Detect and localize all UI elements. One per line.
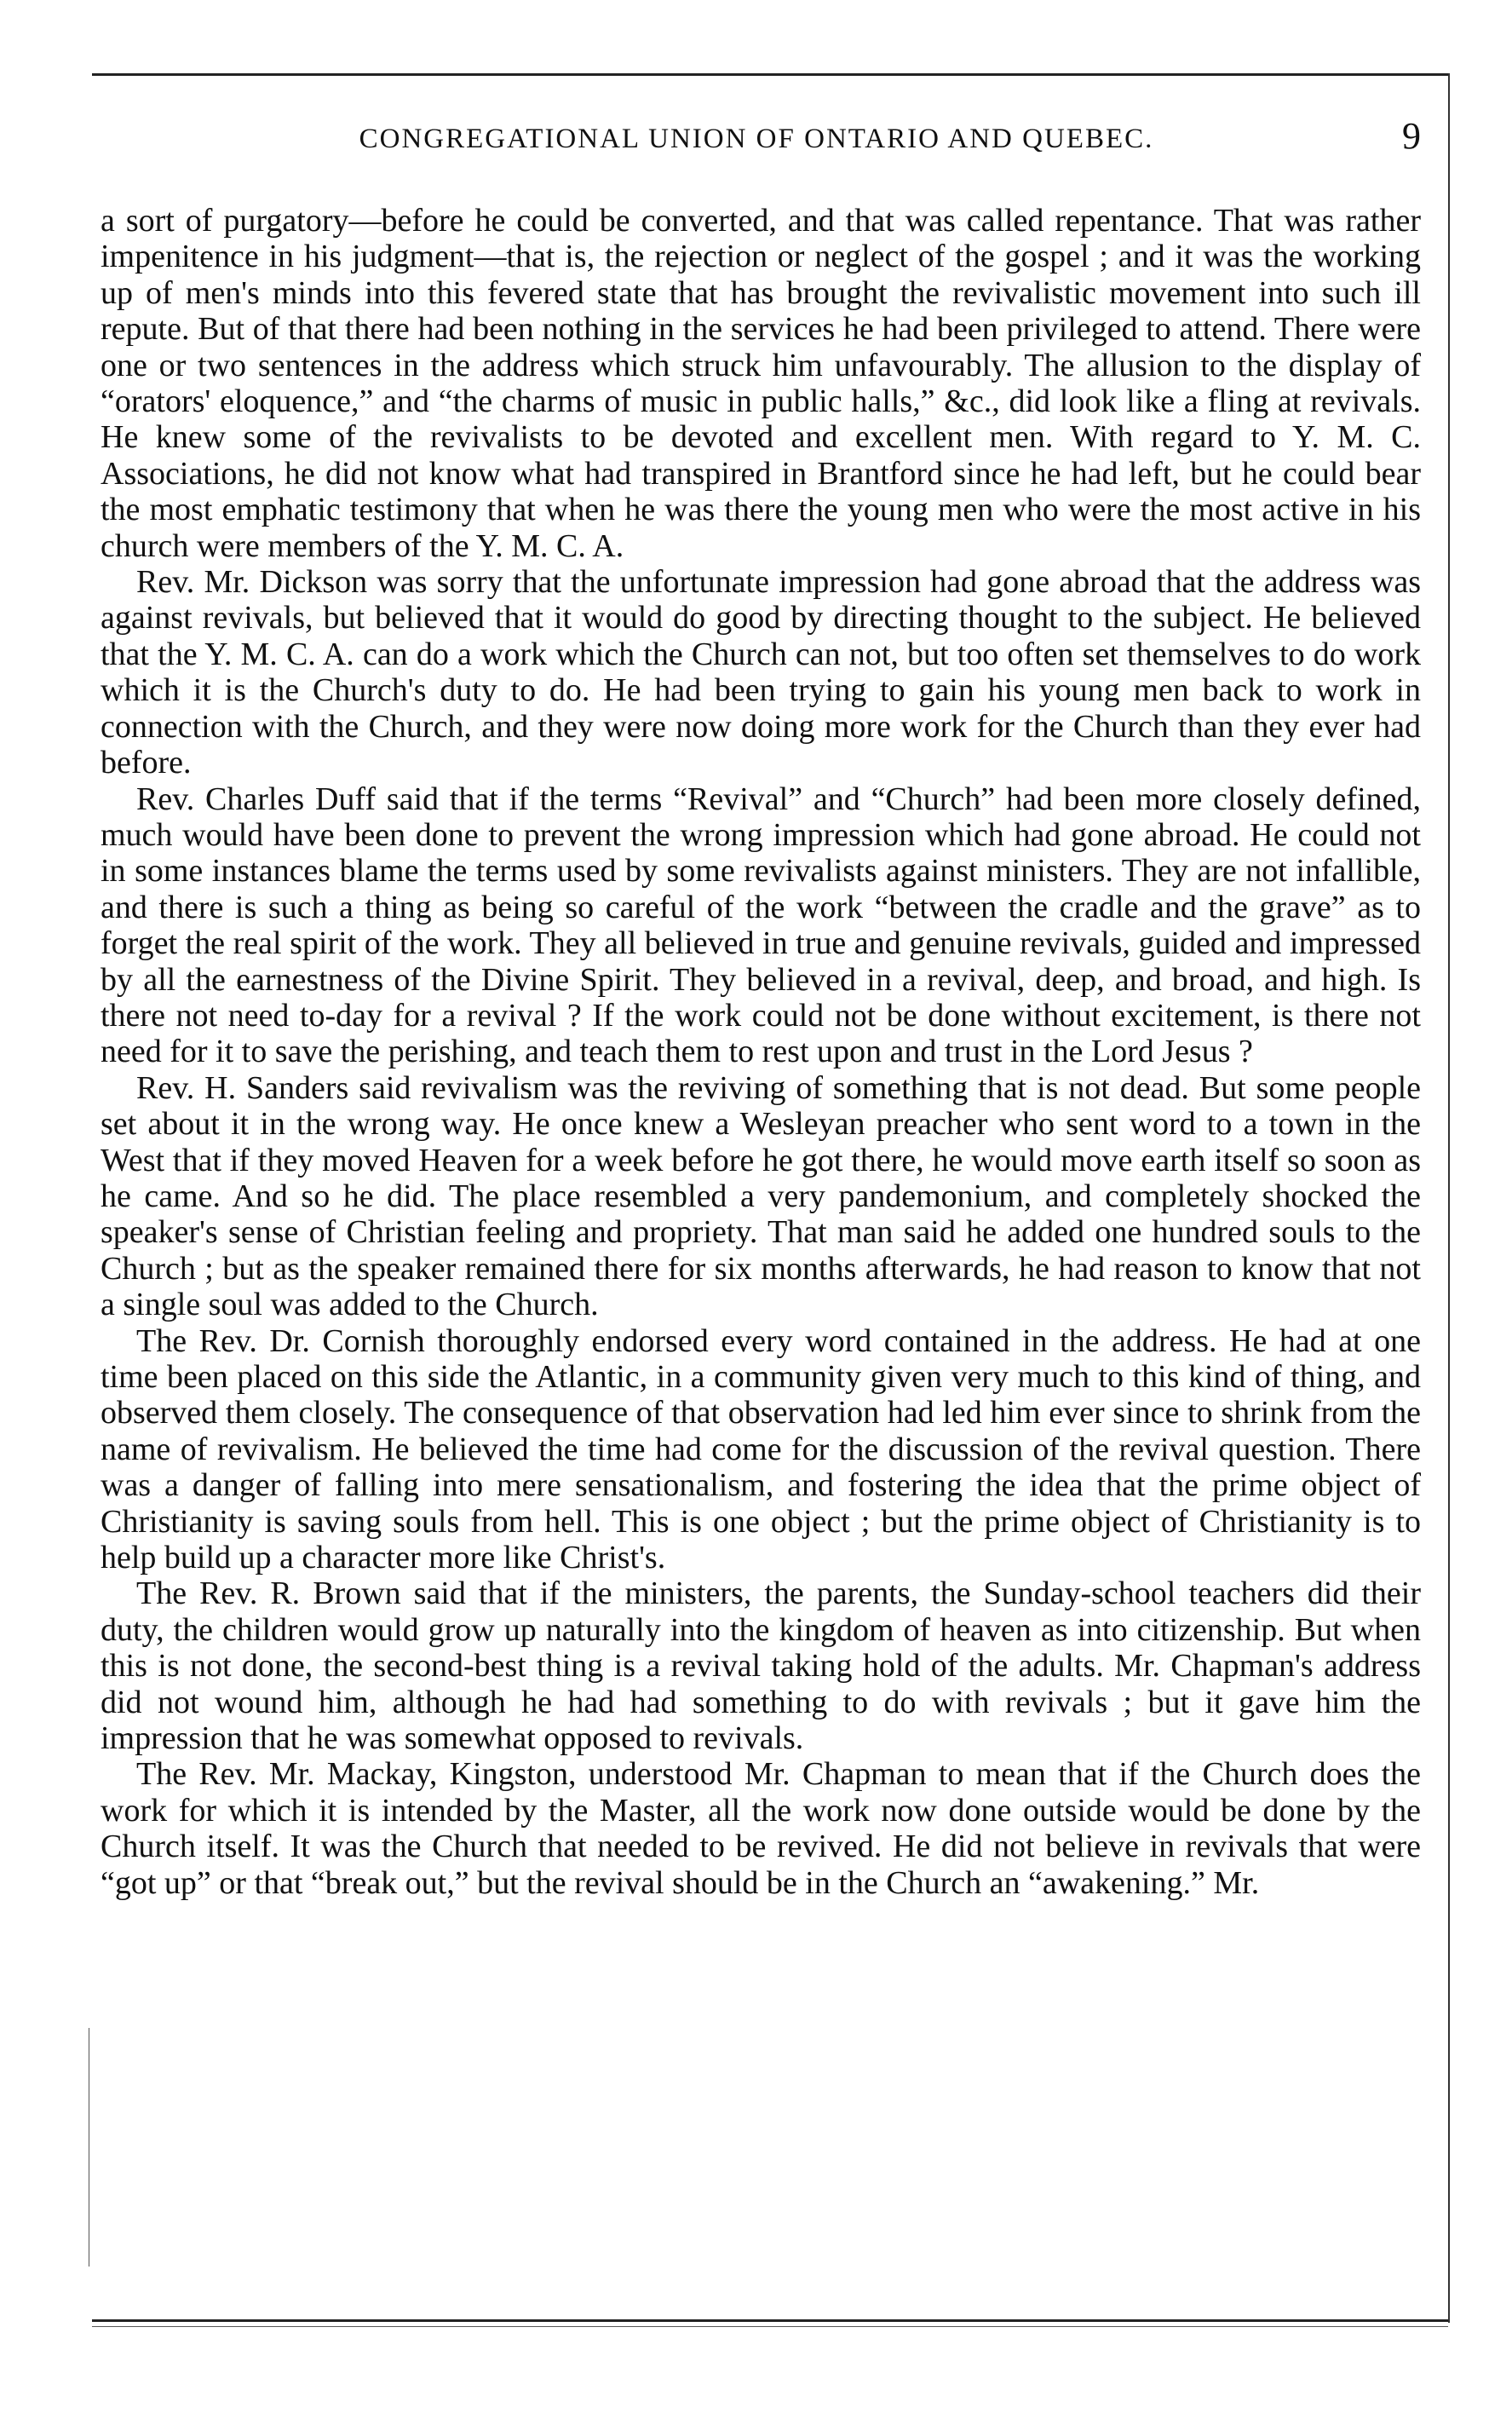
paragraph: The Rev. Mr. Mackay, Kingston, understood Mr. Chapman to mean that if the Church does the work for which it is intended by the Master, all the work now done outside would be done by the Church itself. It was the Church that needed to be revived. He did not believe in revivals that were “got up” or that “break out,” but the revival should be in the Church an “awakening.” Mr.	[101, 1756, 1421, 1901]
page-number: 9	[1402, 115, 1421, 157]
bottom-rule	[92, 2319, 1448, 2322]
top-rule	[92, 73, 1448, 76]
right-margin-line	[1448, 73, 1450, 2323]
paragraph: Rev. Mr. Dickson was sorry that the unfortunate impression had gone abroad that the address was against revivals, but believed that it would do good by directing thought to the subject. He believed that the Y. M. C. A. can do a work which the Church can not, but too often set themselves to do work which it is the Church's duty to do. He had been trying to gain his young men back to work in connection with the Church, and they were now doing more work for the Church than they ever had before.	[101, 564, 1421, 781]
page-header	[92, 115, 1421, 160]
paragraph: Rev. H. Sanders said revivalism was the reviving of something that is not dead. But some people set about it in the wrong way. He once knew a Wesleyan preacher who sent word to a town in the West that if they moved Heaven for a week before he got there, he would move earth itself so soon as he came. And so he did. The place resembled a very pandemonium, and completely shocked the speaker's sense of Christian feeling and propriety. That man said he added one hundred souls to the Church ; but as the speaker remained there for six months afterwards, he had reason to know that not a single soul was added to the Church.	[101, 1069, 1421, 1323]
paragraph: a sort of purgatory—before he could be converted, and that was called repentance. That was rather impenitence in his judgment—that is, the rejection or neglect of the gospel ; and it was the working up of men's minds into this fevered state that has brought the revivalistic movement into such ill repute. But of that there had been nothing in the services he had been privileged to attend. There were one or two sentences in the address which struck him unfavourably. The allusion to the display of “orators' eloquence,” and “the charms of music in public halls,” &c., did look like a fling at revivals. He knew some of the revivalists to be devoted and excellent men. With regard to Y. M. C. Associations, he did not know what had transpired in Brantford since he had left, but he could bear the most emphatic testimony that when he was there the young men who were the most active in his church were members of the Y. M. C. A.	[101, 203, 1421, 564]
running-head: CONGREGATIONAL UNION OF ONTARIO AND QUEBEC.	[359, 124, 1154, 154]
paragraph: Rev. Charles Duff said that if the terms “Revival” and “Church” had been more closely defined, much would have been done to prevent the wrong impression which had gone abroad. He could not in some instances blame the terms used by some revivalists against ministers. They are not infallible, and there is such a thing as being so careful of the work “between the cradle and the grave” as to forget the real spirit of the work. They all believed in true and genuine revivals, guided and impressed by all the earnestness of the Divine Spirit. They believed in a revival, deep, and broad, and high. Is there not need to-day for a revival ? If the work could not be done without excitement, is there not need for it to save the perishing, and teach them to rest upon and trust in the Lord Jesus ?	[101, 780, 1421, 1070]
bottom-rule-thin	[92, 2326, 1448, 2327]
paragraph: The Rev. R. Brown said that if the ministers, the parents, the Sunday-school teachers did their duty, the children would grow up naturally into the kingdom of heaven as into citizenship. But when this is not done, the second-best thing is a revival taking hold of the adults. Mr. Chapman's address did not wound him, although he had had something to do with revivals ; but it gave him the impression that he was somewhat opposed to revivals.	[101, 1575, 1421, 1757]
paragraph: The Rev. Dr. Cornish thoroughly endorsed every word contained in the address. He had at one time been placed on this side the Atlantic, in a community given very much to this kind of thing, and observed them closely. The consequence of that observation had led him ever since to shrink from the name of revivalism. He believed the time had come for the discussion of the revival question. There was a danger of falling into mere sensationalism, and fostering the idea that the prime object of Christianity is saving souls from hell. This is one object ; but the prime object of Christianity is to help build up a character more like Christ's.	[101, 1322, 1421, 1576]
body-text	[101, 203, 1421, 1901]
